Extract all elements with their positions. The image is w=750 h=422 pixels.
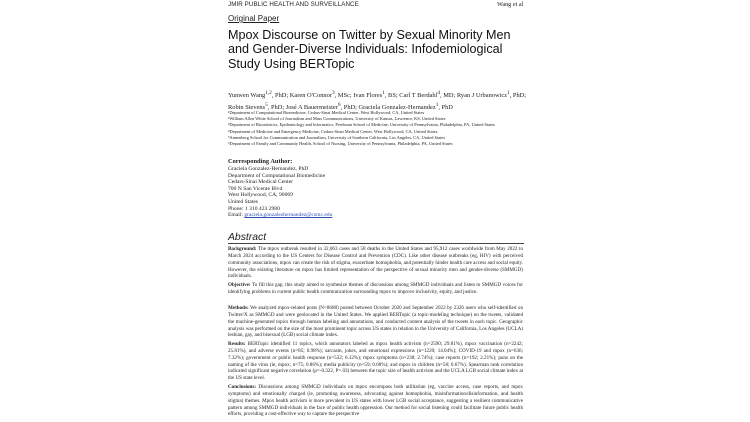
section-label: Objective: <box>228 282 251 288</box>
section-text: BERTopic identified 11 topics, which annotators labeled as mpox health activism (n=2590; 29.81%), mpox vaccination (n=2242; 25.81%), and adverse events (n=85; 0.98%); sarcasm, jokes, and emotional expressions (n=1220; 14.04%); COVID-19 and mpox (n=636; 7.32%); government or public health response (n=532; 6.12%); mpox symptoms (n=238; 2.74%); case reports (n=192; 2.21%); puns on the naming of the virus (ie, mpox; n=75; 0.86%); media publicity (n=59; 0.68%); and mpox in children (n=58; 0.67%). Spearman rank correlation indicated significant negative correlation (ρ=-0.322, P=.03) between the topic size of health activism and the UCLA LGB social climate index at the US state level. <box>228 341 523 382</box>
section-label: Methods: <box>228 305 249 311</box>
corresponding-author-line: Phone: 1 310 423 2980 <box>228 205 280 212</box>
affiliation-item: ³Department of Biostatistics, Epidemiology and Informatics, Perelman School of Medicine, University of Pennsylvania, Philadelphia, PA, United States <box>228 122 495 128</box>
corresponding-author-line: West Hollywood, CA, 90069 <box>228 192 293 199</box>
corresponding-author-heading: Corresponding Author: <box>228 158 293 165</box>
running-author: Wang et al <box>497 1 524 8</box>
affiliation-item: ⁴Department of Medicine and Emergency Medicine, Cedars-Sinai Medical Center, West Hollywood, CA, United States <box>228 128 438 134</box>
section-text: To fill this gap, this study aimed to synthesize themes of discussions among SMMGD individuals and listen to SMMGD voices for identifying problems in current public health communication surrounding mpox to improve inclusivity, equity, and justice. <box>228 282 523 295</box>
corresponding-author-line: United States <box>228 199 258 205</box>
section-text: The mpox outbreak resulted in 32,063 cases and 58 deaths in the United States and 95,912 cases worldwide from May 2022 to March 2024 according to the US Centers for Disease Control and Prevention (CDC). Like other disease outbreaks (eg, HIV) with perceived community associations, mpox can create the risk of stigma, exacerbate homophobia, and potentially hinder health care access and social equity. However, the existing literature on mpox has limited representation of the perspective of sexual minority men and gender-diverse (SMMGD) individuals. <box>228 246 524 280</box>
email-label: Email: <box>228 212 243 218</box>
affiliation-item: ²William Allen White School of Journalism and Mass Communications, University of Kansas, Lawrence, KS, United States <box>228 116 446 122</box>
section-label: Conclusions: <box>228 384 257 390</box>
corresponding-author-line: Cedars-Sinai Medical Center <box>228 179 293 186</box>
section-text: Discussions among SMMGD individuals on mpox encompass both utilitarian (eg, vaccine access, case reports, and mpox symptoms) and emotionally charged (ie, promoting awareness, advocating against homophobia, misinformation/disinformation, and health stigma) themes. Mpox health activism is more prevalent in US states with lower LGB social acceptance, suggesting a resilient communicative pattern among SMMGD individuals in the face of public health oppression. Our method for social listening could facilitate future public health efforts, providing a cost-effective way to capture the perspective <box>228 384 523 418</box>
affiliation-item: ¹Department of Computational Biomedicine, Cedars-Sinai Medical Center, West Hollywood, CA, United States <box>228 110 425 115</box>
abstract-objective <box>228 282 523 296</box>
abstract-divider <box>228 243 524 244</box>
abstract-methods <box>228 305 523 339</box>
corresponding-author-line: Department of Computational Biomedicine <box>228 172 326 179</box>
affiliation-item: ⁶Department of Family and Community Health, School of Nursing, University of Pennsylvania, Philadelphia, PA, United States <box>228 141 453 146</box>
paper-title: Mpox Discourse on Twitter by Sexual Minority Men and Gender-Diverse Individuals: Infodemiological Study Using BERTopic <box>228 28 511 71</box>
corresponding-author-line: 700 N San Vicente Blvd <box>228 185 283 192</box>
abstract-background <box>228 246 523 280</box>
email-line <box>228 212 332 219</box>
journal-name: JMIR PUBLIC HEALTH AND SURVEILLANCE <box>228 1 359 8</box>
section-text: We analyzed mpox-related posts (N=8688) posted between October 2020 and September 2022 by 2326 users who self-identified on Twitter/X as SMMGD and were geolocated in the United States. We applied BERTopic (a topic-modeling technique) on the tweets, validated the machine-generated topics through human labeling and annotations, and conducted content analysis of the tweets in each topic. Geographic analysis was performed on the size of the most prominent topic across US states in relation to the University of California, Los Angeles (UCLA) lesbian, gay, and bisexual (LGB) social climate index. <box>228 305 523 339</box>
corresponding-author-line: Graciela Gonzalez-Hernandez, PhD <box>228 166 309 172</box>
author-list: Yunwen Wang$^{1,2}$, PhD; Karen O'Connor$^3$, MSc; Ivan Flores$^1$, BS; Carl T Berdahl$^4$, MD; Ryan J Urbanowicz$^1$, PhD; Robin Stevens$^5$, PhD; José A Bauermeister$^6$, PhD; Graciela Gonzalez-Hernandez$^1$, PhD <box>228 90 527 111</box>
abstract-results <box>228 341 523 382</box>
section-label: Results: <box>228 341 246 347</box>
abstract-conclusions <box>228 384 523 418</box>
abstract-heading: Abstract <box>228 232 267 243</box>
section-label: Background: <box>228 246 257 252</box>
email-link[interactable]: graciela.gonzalezhernandez@csmc.edu <box>244 212 333 218</box>
affiliation-item: ⁵Annenberg School for Communication and Journalism, University of Southern California, Los Angeles, CA, United States <box>228 134 446 140</box>
article-type: Original Paper <box>228 14 280 23</box>
